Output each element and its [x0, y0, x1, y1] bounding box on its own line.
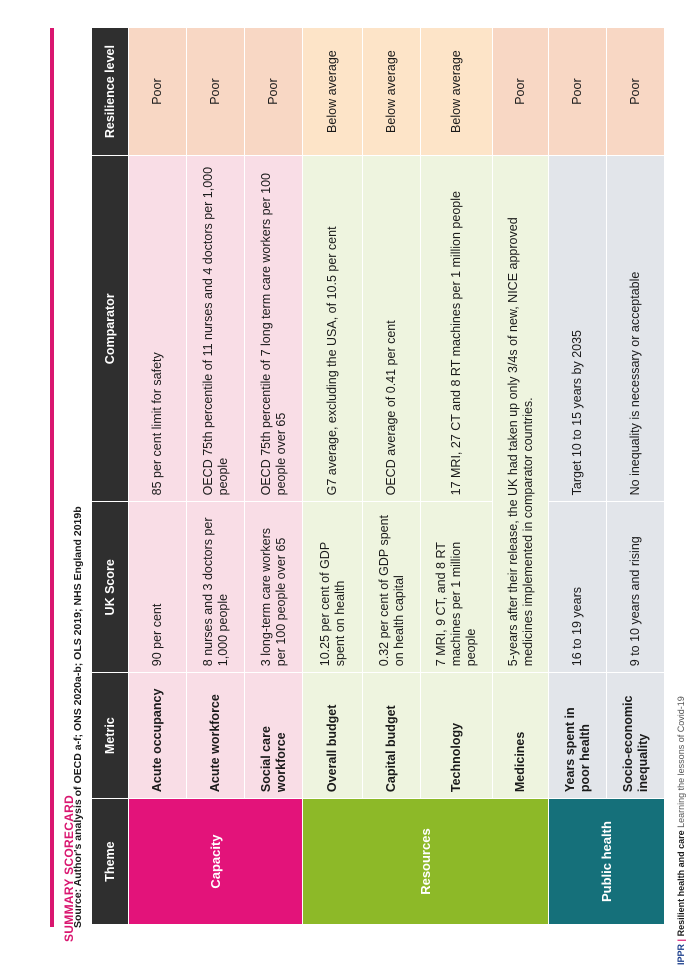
uk-score-cell: 10.25 per cent of GDP spent on health	[303, 502, 363, 673]
page-footer	[676, 665, 686, 965]
comparator-cell: OECD average of 0.41 per cent	[363, 156, 421, 502]
header-row	[92, 28, 129, 925]
resilience-cell: Below average	[363, 28, 421, 156]
uk-score-cell: 16 to 19 years	[549, 502, 607, 673]
header-comparator: Comparator	[92, 156, 129, 502]
uk-score-cell: 3 long-term care workers per 100 people over 65	[245, 502, 303, 673]
source-note: Source: Author's analysis of OECD a-f; ONS 2020a-b; OLS 2019; NHS England 2019b	[72, 506, 84, 928]
table-row	[549, 28, 607, 925]
resilience-cell: Poor	[129, 28, 187, 156]
table-row	[245, 28, 303, 925]
merged-score-comparator-cell: 5-years after their release, the UK had taken up only 3/4s of new, NICE approved medicines implemented in comparator countries.	[493, 156, 549, 673]
metric-cell: Acute occupancy	[129, 673, 187, 799]
metric-cell: Capital budget	[363, 673, 421, 799]
uk-score-cell: 90 per cent	[129, 502, 187, 673]
comparator-cell: Target 10 to 15 years by 2035	[549, 156, 607, 502]
resilience-cell: Poor	[493, 28, 549, 156]
metric-cell: Overall budget	[303, 673, 363, 799]
resilience-cell: Below average	[303, 28, 363, 156]
metric-cell: Social care workforce	[245, 673, 303, 799]
header-theme: Theme	[92, 799, 129, 925]
resilience-cell: Poor	[549, 28, 607, 156]
comparator-cell: 17 MRI, 27 CT and 8 RT machines per 1 million people	[421, 156, 493, 502]
scorecard-table	[91, 27, 665, 925]
comparator-cell: No inequality is necessary or acceptable	[607, 156, 665, 502]
resilience-cell: Poor	[607, 28, 665, 156]
uk-score-cell: 7 MRI, 9 CT, and 8 RT machines per 1 million people	[421, 502, 493, 673]
table-row	[363, 28, 421, 925]
uk-score-cell: 0.32 per cent of GDP spent on health capital	[363, 502, 421, 673]
comparator-cell: OECD 75th percentile of 11 nurses and 4 doctors per 1,000 people	[187, 156, 245, 502]
table-row	[303, 28, 363, 925]
metric-cell: Socio-economic inequality	[607, 673, 665, 799]
header-metric: Metric	[92, 673, 129, 799]
page-title: SUMMARY SCORECARD	[62, 794, 76, 942]
report-title: Resilient health and care	[676, 830, 686, 937]
metric-cell: Acute workforce	[187, 673, 245, 799]
theme-public-health: Public health	[549, 799, 665, 925]
scorecard-table-container	[91, 27, 650, 925]
resilience-cell: Poor	[187, 28, 245, 156]
resilience-cell: Poor	[245, 28, 303, 156]
resilience-cell: Below average	[421, 28, 493, 156]
comparator-cell: OECD 75th percentile of 7 long term care workers per 100 people over 65	[245, 156, 303, 502]
left-accent-rule	[50, 28, 54, 927]
brand-label: IPPR	[676, 943, 686, 965]
table-row	[493, 28, 549, 925]
header-resilience-level: Resilience level	[92, 28, 129, 156]
metric-cell: Technology	[421, 673, 493, 799]
header-uk-score: UK Score	[92, 502, 129, 673]
table-row	[607, 28, 665, 925]
table-row	[187, 28, 245, 925]
uk-score-cell: 9 to 10 years and rising	[607, 502, 665, 673]
table-row	[421, 28, 493, 925]
report-subtitle: Learning the lessons of Covid-19	[676, 696, 686, 828]
comparator-cell: G7 average, excluding the USA, of 10.5 per cent	[303, 156, 363, 502]
metric-cell: Years spent in poor health	[549, 673, 607, 799]
theme-resources: Resources	[303, 799, 549, 925]
footer-separator: |	[676, 938, 686, 942]
theme-capacity: Capacity	[129, 799, 303, 925]
comparator-cell: 85 per cent limit for safety	[129, 156, 187, 502]
metric-cell: Medicines	[493, 673, 549, 799]
uk-score-cell: 8 nurses and 3 doctors per 1,000 people	[187, 502, 245, 673]
table-row	[129, 28, 187, 925]
